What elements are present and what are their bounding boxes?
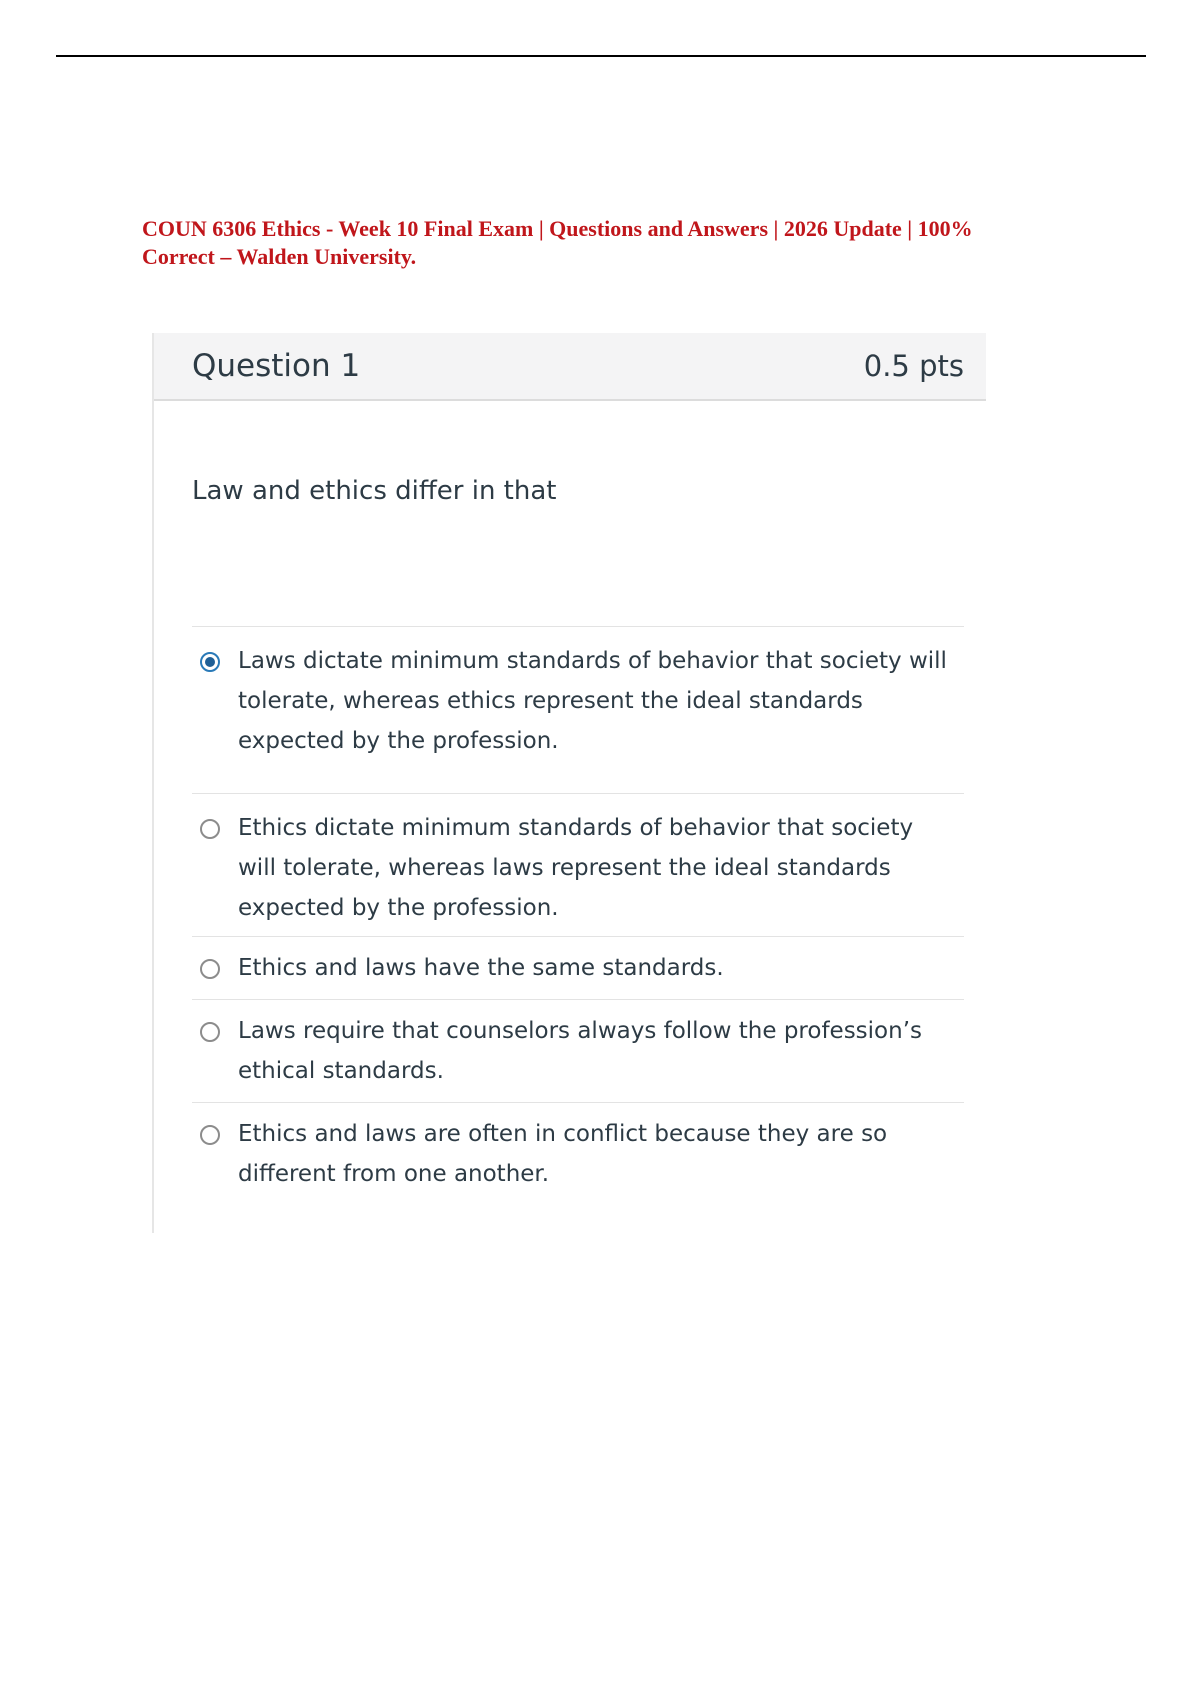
question-name: Question 1 [192,348,361,384]
answer-label: Ethics and laws have the same standards. [238,955,724,981]
question-points: 0.5 pts [863,349,964,383]
answer-option[interactable] [192,1102,964,1202]
answer-label: Laws require that counselors always follow the profession’s ethical standards. [238,1018,922,1084]
answer-label: Ethics and laws are often in conflict because they are so different from one another. [238,1121,888,1187]
question-prompt: Law and ethics differ in that [192,476,557,506]
radio-button[interactable] [200,959,220,979]
answer-option[interactable] [192,793,964,936]
answer-option[interactable] [192,626,964,793]
top-rule [56,55,1146,57]
answer-list [192,626,964,1202]
answer-option[interactable] [192,936,964,999]
answer-option[interactable] [192,999,964,1102]
radio-button[interactable] [200,1125,220,1145]
document-title: COUN 6306 Ethics - Week 10 Final Exam | Questions and Answers | 2026 Update | 100% Correct – Walden University. [142,216,973,269]
answer-label: Ethics dictate minimum standards of behavior that society will tolerate, whereas laws represent the ideal standards expected by the profession. [238,815,914,921]
radio-button-selected[interactable] [200,652,220,672]
radio-button[interactable] [200,1022,220,1042]
question-header [154,333,986,401]
answer-label: Laws dictate minimum standards of behavior that society will tolerate, whereas ethics represent the ideal standards expected by the profession. [238,648,947,754]
radio-button[interactable] [200,819,220,839]
question-card [152,333,986,1233]
